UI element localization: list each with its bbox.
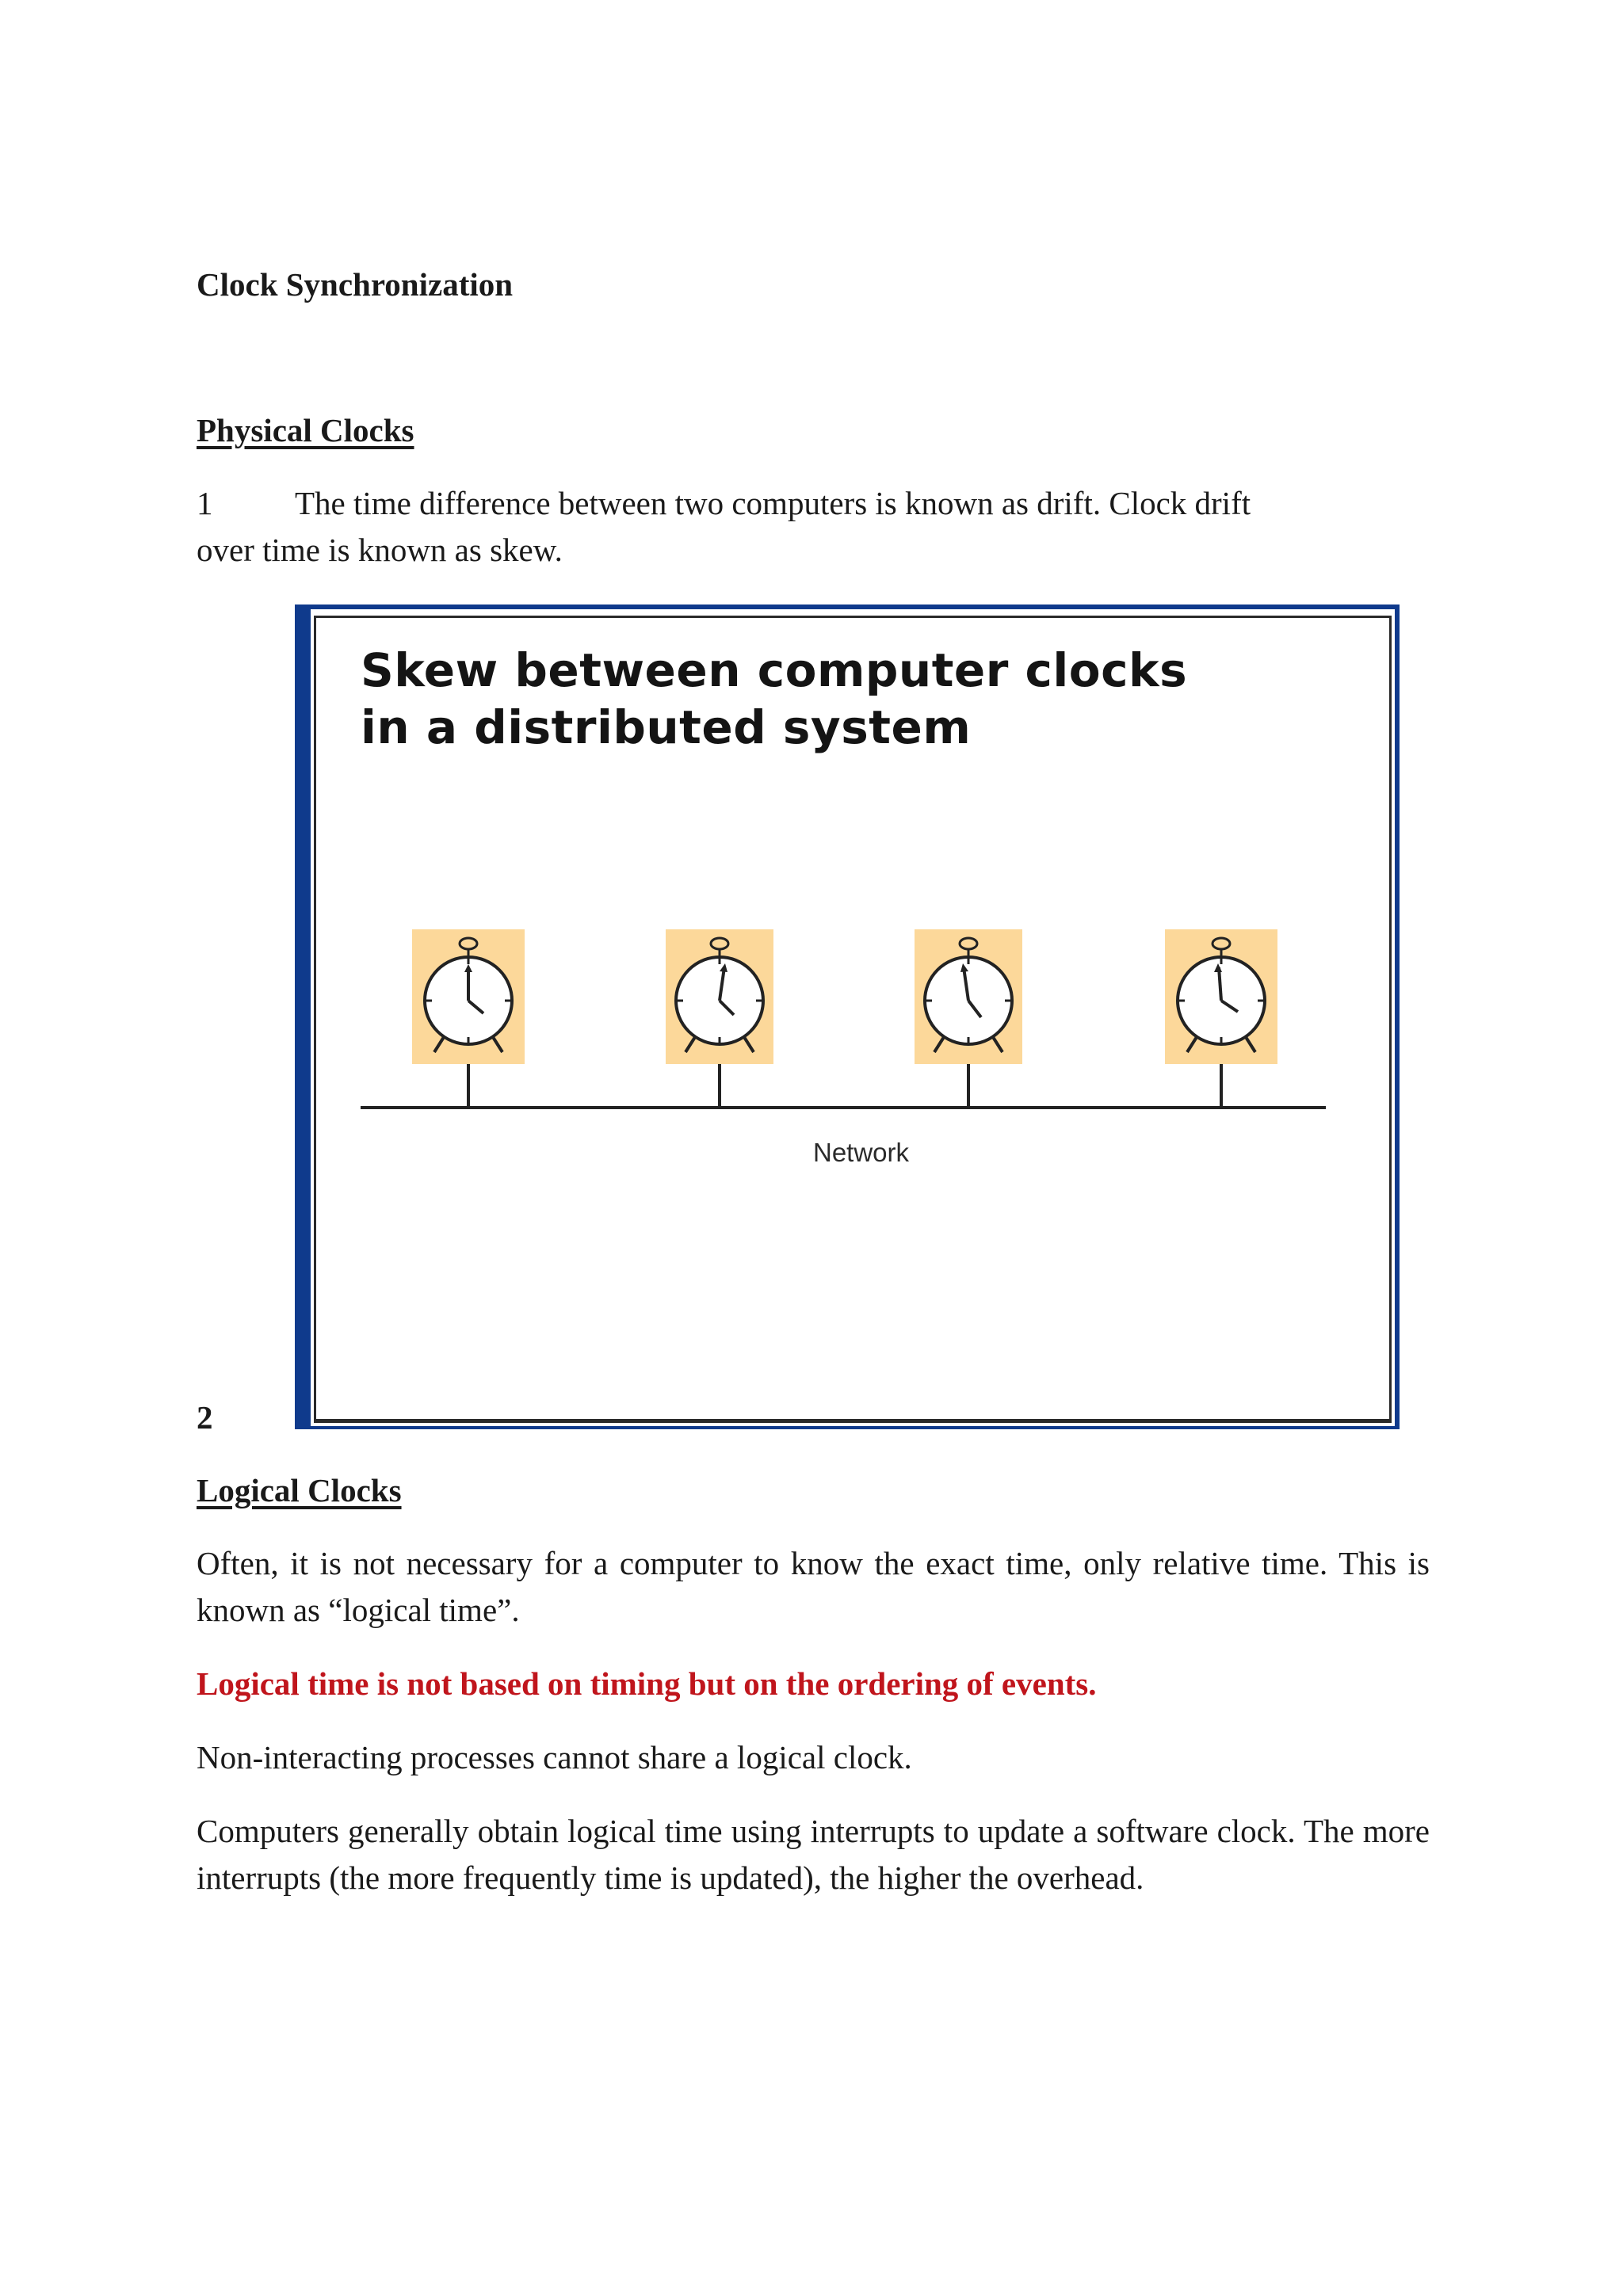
clocks-network-diagram — [316, 618, 1395, 1426]
figure-number: 2 — [197, 1399, 213, 1436]
logical-time-emphasis: Logical time is not based on timing but on the ordering of events. — [197, 1665, 1097, 1702]
clock-computer-2 — [666, 929, 773, 1108]
drift-definition-line1: The time difference between two computers is known as drift. Clock drift — [295, 485, 1251, 521]
physical-clocks-paragraph — [197, 480, 1430, 574]
clock-computer-4 — [1165, 929, 1277, 1108]
clock-computer-1 — [412, 929, 525, 1108]
skew-figure — [295, 605, 1400, 1429]
item-number-1: 1 — [197, 485, 213, 521]
document-title: Clock Synchronization — [197, 266, 514, 303]
interrupts-paragraph: Computers generally obtain logical time using interrupts to update a software clock. The more interrupts (the more frequently time is updated), the higher the overhead. — [197, 1813, 1430, 1896]
drift-definition-line2: over time is known as skew. — [197, 532, 563, 568]
figure-title-line1: Skew between computer clocks — [361, 643, 1188, 697]
section-heading-logical-clocks: Logical Clocks — [197, 1472, 402, 1508]
logical-time-paragraph: Often, it is not necessary for a computer to know the exact time, only relative time. This is known as “logical time”. — [197, 1545, 1430, 1628]
network-label: Network — [813, 1138, 910, 1167]
non-interacting-paragraph: Non-interacting processes cannot share a logical clock. — [197, 1739, 912, 1775]
figure-title-line2: in a distributed system — [361, 700, 972, 754]
figure-slide — [314, 616, 1392, 1423]
clock-computer-3 — [915, 929, 1022, 1108]
section-heading-physical-clocks: Physical Clocks — [197, 412, 414, 448]
